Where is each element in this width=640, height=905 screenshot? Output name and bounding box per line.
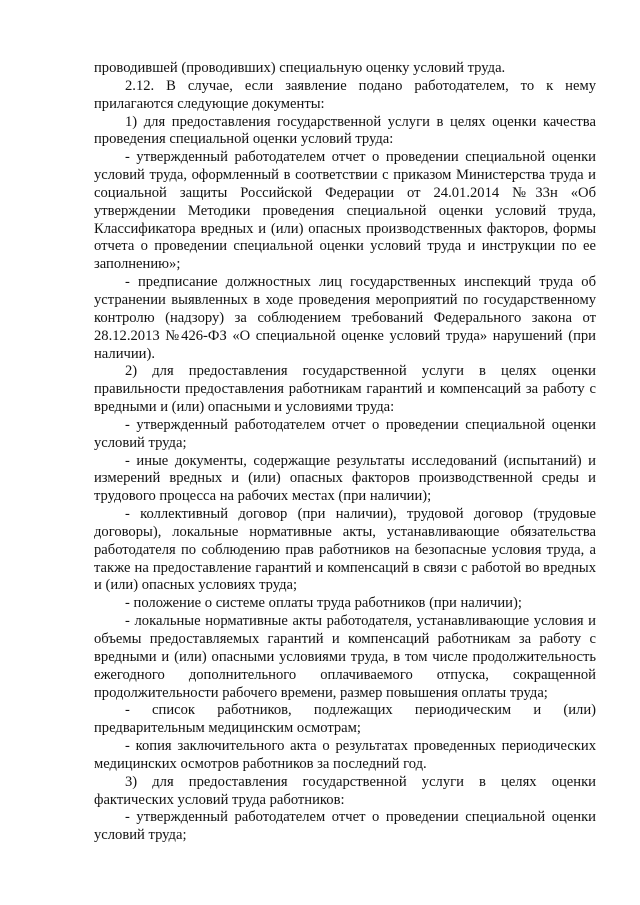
paragraph-item-2: 2) для предоставления государственной услуги в целях оценки правильности предоставления работникам гарантий и компенсаций за работу с вредными и (или) опасными и условиями труда:: [94, 363, 596, 416]
paragraph-item-3-doc-report: - утвержденный работодателем отчет о проведении специальной оценки условий труда;: [94, 809, 596, 844]
paragraph-item-2-doc-medical-act: - копия заключительного акта о результатах проведенных периодических медицинских осмотров работников за последний год.: [94, 738, 596, 772]
paragraph-item-1: 1) для предоставления государственной услуги в целях оценки качества проведения специальной оценки условий труда:: [94, 113, 596, 148]
paragraph-item-2-doc-local-acts: - локальные нормативные акты работодателя, устанавливающие условия и объемы предоставляемых гарантий и компенсаций работникам за работу с вредными и (или) опасными условиями труда, в том числе продолжительность ежегодного дополнительного оплачиваемого отпуска, сокращенной продолжительности рабочего времени, размер повышения оплаты труда;: [94, 613, 596, 701]
paragraph-item-3: 3) для предоставления государственной услуги в целях оценки фактических условий труда работников:: [94, 773, 596, 808]
paragraph-item-2-doc-report: - утвержденный работодателем отчет о проведении специальной оценки условий труда;: [94, 416, 596, 451]
paragraph-section-2-12: 2.12. В случае, если заявление подано работодателем, то к нему прилагаются следующие документы:: [94, 77, 596, 112]
paragraph-item-2-doc-agreements: - коллективный договор (при наличии), трудовой договор (трудовые договоры), локальные нормативные акты, устанавливающие обязательства работодателя по соблюдению прав работников на безопасные условия труда, а также на предоставление гарантий и компенсаций в связи с работой во вредных и (или) опасных условиях труда;: [94, 506, 596, 594]
paragraph-item-2-doc-measurements: - иные документы, содержащие результаты исследований (испытаний) и измерений вредных и (или) опасных факторов производственной среды и трудового процесса на рабочих местах (при наличии);: [94, 452, 596, 505]
paragraph-item-1-doc-report: - утвержденный работодателем отчет о проведении специальной оценки условий труда, оформленный в соответствии с приказом Министерства труда и социальной защиты Российской Федерации от 24.01.2014 №33н «Об утверждении Методики проведения специальной оценки условий труда, Классификатора вредных и (или) опасных производственных факторов, формы отчета о проведении специальной оценки условий труда и инструкции по ее заполнению»;: [94, 149, 596, 273]
paragraph-continuation: проводившей (проводивших) специальную оценку условий труда.: [94, 60, 506, 76]
paragraph-item-1-doc-prescription: - предписание должностных лиц государственных инспекций труда об устранении выявленных в ходе проведения мероприятий по государственному контролю (надзору) за соблюдением требований Федерального закона от 28.12.2013 №426-ФЗ «О специальной оценке условий труда» нарушений (при наличии).: [94, 274, 596, 362]
document-body: [94, 60, 596, 845]
paragraph-item-2-doc-pay-system: - положение о системе оплаты труда работников (при наличии);: [125, 595, 522, 612]
paragraph-item-2-doc-employee-list: - список работников, подлежащих периодическим и (или) предварительным медицинским осмотрам;: [94, 702, 596, 737]
